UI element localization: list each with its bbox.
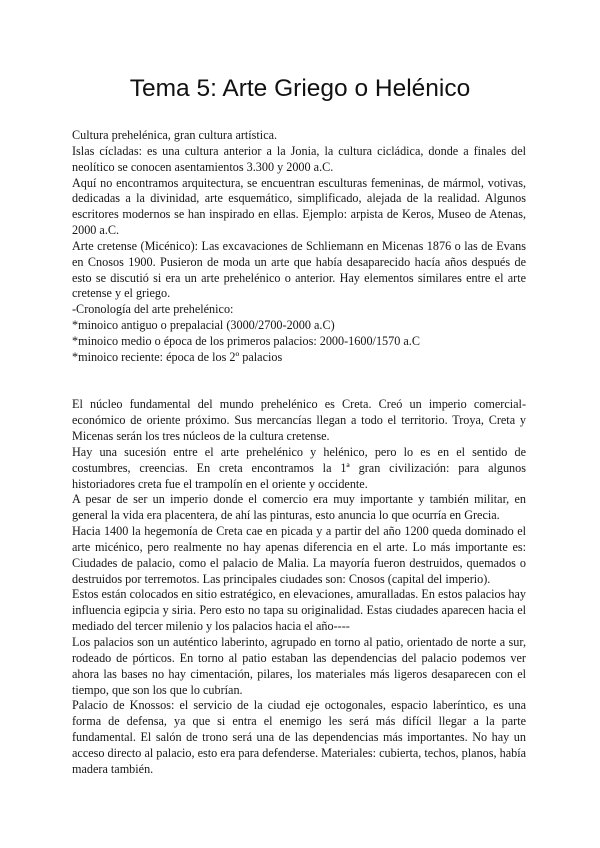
list-item: *minoico reciente: época de los 2º palacios <box>72 349 283 364</box>
list-item: *minoico antiguo o prepalacial (3000/2700-2000 a.C) <box>72 318 335 333</box>
document-title: Tema 5: Arte Griego o Helénico <box>129 75 471 102</box>
paragraph: Palacio de Knossos: el servicio de la ciudad eje octogonales, espacio laberíntico, es una forma de defensa, ya que si entra el enemigo les será más difícil llegar a la parte fundamental. El salón de trono será una de las dependencias más importantes. No hay un acceso directo al palacio, esto era para defenderse. Materiales: cubierta, techos, planos, había madera también. <box>72 698 526 776</box>
paragraph: Aquí no encontramos arquitectura, se encuentran esculturas femeninas, de mármol, votivas, dedicadas a la divinidad, arte esquemático, simplificado, alejada de la realidad. Algunos escritores modernos se han inspirado en ellas. Ejemplo: arpista de Keros, Museo de Atenas, 2000 a.C. <box>72 175 526 238</box>
paragraph: Arte cretense (Micénico): Las excavaciones de Schliemann en Micenas 1876 o las de Evans en Cnosos 1900. Pusieron de moda un arte que había desaparecido hacía años después de esto se discutió si era un arte prehelénico o anterior. Hay elementos similares entre el arte cretense y el griego. <box>72 238 526 301</box>
blank-line <box>72 366 526 382</box>
paragraph: Hacia 1400 la hegemonía de Creta cae en picada y a partir del año 1200 queda dominado el arte micénico, pero realmente no hay apenas diferencia en el arte. Lo más importante es: Ciudades de palacio, como el palacio de Malia. La mayoría fueron destruidos, quemados o destruidos por terremotos. Las principales ciudades son: Cnosos (capital del imperio). <box>72 524 526 586</box>
paragraph: El núcleo fundamental del mundo prehelénico es Creta. Creó un imperio comercial-económico de oriente próximo. Sus mercancías llegan a todo el territorio. Troya, Creta y Micenas serán los tres núcleos de la cultura cretense. <box>72 397 526 444</box>
list-heading: -Cronología del arte prehelénico: <box>72 302 234 317</box>
paragraph: Cultura prehelénica, gran cultura artística. <box>72 128 278 142</box>
paragraph: A pesar de ser un imperio donde el comercio era muy importante y también militar, en general la vida era placentera, de ahí las pinturas, esto anuncia lo que ocurría en Grecia. <box>72 492 526 523</box>
blank-line <box>72 382 526 398</box>
paragraph: Los palacios son un auténtico laberinto, agrupado en torno al patio, orientado de norte a sur, rodeado de pórticos. En torno al patio estaban las dependencias del palacio podemos ver ahora las bases no hay cimentación, pilares, los materiales más ligeros desaparecen con el tiempo, que son los que lo cubrían. <box>72 635 526 697</box>
paragraph: Islas cícladas: es una cultura anterior a la Jonia, la cultura cicládica, donde a finales del neolítico se conocen asentamientos 3.300 y 2000 a.C. <box>72 143 526 174</box>
document-body <box>72 128 526 778</box>
paragraph: Hay una sucesión entre el arte prehelénico y helénico, pero lo es en el sentido de costumbres, creencias. En creta encontramos la 1ª gran civilización: para algunos historiadores creta fue el trampolín en el oriente y occidente. <box>72 444 526 491</box>
paragraph: Estos están colocados en sitio estratégico, en elevaciones, amuralladas. En estos palacios hay influencia egipcia y siria. Pero esto no tapa su originalidad. Estas ciudades aparecen hacia el mediado del tercer milenio y los palacios hacia el año---- <box>72 587 526 634</box>
list-item: *minoico medio o época de los primeros palacios: 2000-1600/1570 a.C <box>72 333 420 348</box>
